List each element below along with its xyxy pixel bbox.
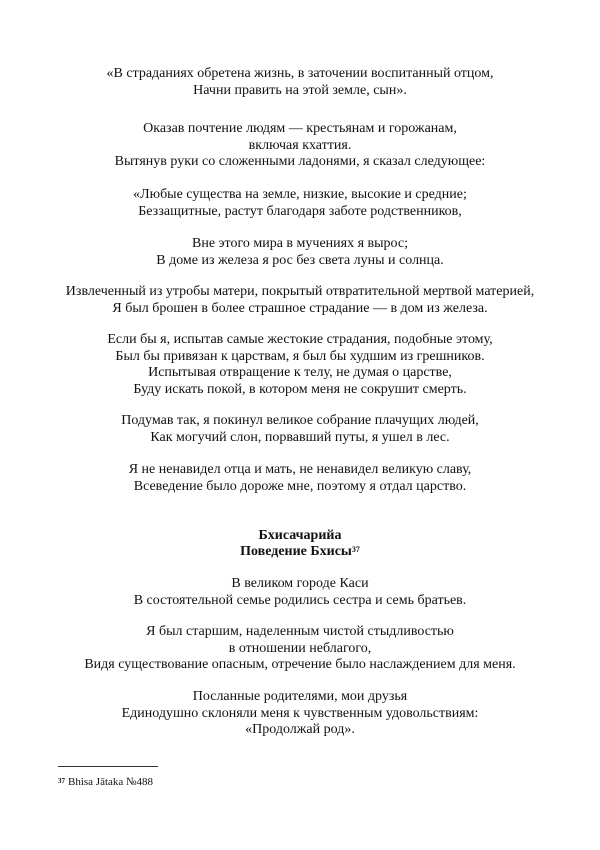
section-title bbox=[40, 528, 560, 560]
stanza-11 bbox=[40, 689, 560, 739]
section-subtitle bbox=[40, 544, 560, 560]
verse-line: Единодушно склоняли меня к чувственным удовольствиям: bbox=[121, 705, 479, 721]
verse-line: В состоятельной семье родились сестра и семь братьев. bbox=[133, 592, 467, 608]
stanza-9 bbox=[40, 576, 560, 609]
section-subtitle-text: Поведение Бхисы bbox=[240, 544, 352, 559]
stanza-3 bbox=[40, 187, 560, 220]
footnote-text: Bhisa Jātaka №488 bbox=[68, 776, 154, 788]
verse-line: Начни править на этой земле, сын». bbox=[193, 82, 407, 98]
stanza-1 bbox=[40, 66, 560, 99]
verse-line: Оказав почтение людям — крестьянам и горожанам, bbox=[143, 121, 457, 136]
stanza-7 bbox=[40, 413, 560, 446]
verse-line: В великом городе Каси bbox=[231, 576, 369, 591]
verse-line: Посланные родителями, мои друзья bbox=[192, 689, 408, 704]
verse-line: Испытывая отвращение к телу, не думая о царстве, bbox=[148, 365, 452, 380]
verse-line: В доме из железа я рос без света луны и солнца. bbox=[156, 252, 444, 268]
footnote-reference[interactable]: 37 bbox=[351, 545, 360, 554]
verse-line: в отношении неблагого, bbox=[228, 640, 372, 656]
stanza-5 bbox=[40, 284, 560, 317]
stanza-8 bbox=[40, 462, 560, 495]
verse-line: Беззащитные, растут благодаря заботе родственников, bbox=[138, 203, 462, 219]
verse-line: Всеведение было дороже мне, поэтому я отдал царство. bbox=[133, 478, 467, 494]
section-title-text: Бхисачарийа bbox=[258, 528, 342, 543]
stanza-2 bbox=[40, 121, 560, 171]
verse-line: Вне этого мира в мучениях я вырос; bbox=[191, 236, 408, 251]
verse-line: Подумав так, я покинул великое собрание плачущих людей, bbox=[121, 413, 479, 428]
footnote-divider bbox=[58, 766, 158, 767]
footnote bbox=[58, 776, 153, 789]
verse-line: «В страданиях обретена жизнь, в заточении воспитанный отцом, bbox=[106, 66, 494, 81]
verse-line: Буду искать покой, в котором меня не сокрушит смерть. bbox=[133, 381, 467, 397]
footnote-mark: 37 bbox=[58, 777, 65, 785]
verse-line: Как могучий слон, порвавший путы, я ушел в лес. bbox=[150, 429, 450, 445]
stanza-4 bbox=[40, 236, 560, 269]
verse-line: включая кхаттия. bbox=[248, 137, 352, 153]
stanza-10 bbox=[40, 624, 560, 674]
verse-line: Извлеченный из утробы матери, покрытый отвратительной мертвой материей, bbox=[65, 284, 535, 299]
verse-line: Был бы привязан к царствам, я был бы худшим из грешников. bbox=[115, 348, 485, 364]
verse-line: Я был брошен в более страшное страдание — в дом из железа. bbox=[112, 300, 488, 316]
verse-line: «Любые существа на земле, низкие, высокие и средние; bbox=[133, 187, 467, 202]
verse-line: Вытянув руки со сложенными ладонями, я сказал следующее: bbox=[114, 154, 486, 169]
verse-line: Если бы я, испытав самые жестокие страдания, подобные этому, bbox=[107, 332, 493, 347]
verse-line: Я не ненавидел отца и мать, не ненавидел великую славу, bbox=[128, 462, 472, 477]
verse-line: Видя существование опасным, отречение было наслаждением для меня. bbox=[84, 657, 516, 672]
stanza-6 bbox=[40, 332, 560, 398]
verse-line: Я был старшим, наделенным чистой стыдливостью bbox=[146, 624, 454, 639]
verse-line: «Продолжай род». bbox=[245, 722, 355, 737]
